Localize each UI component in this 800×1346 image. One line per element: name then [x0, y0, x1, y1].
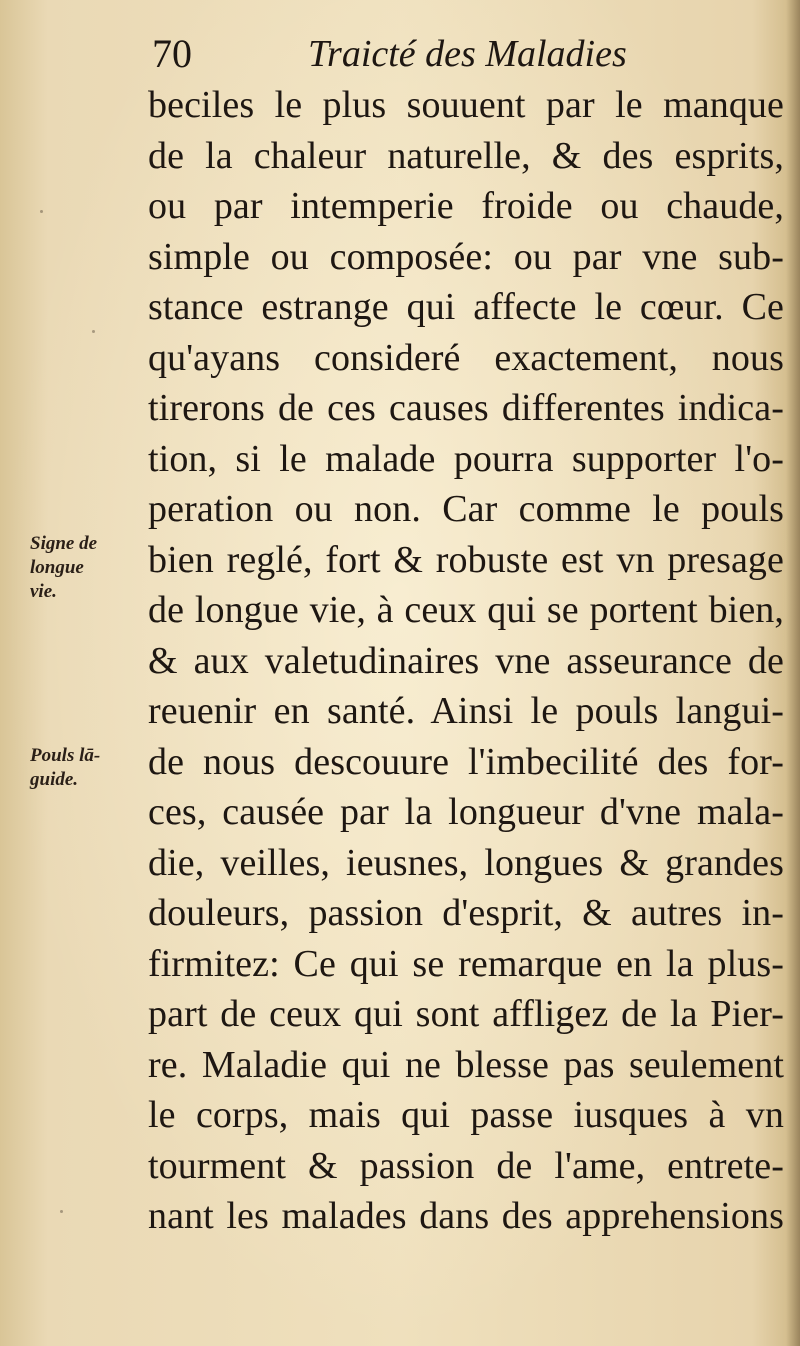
text-line: tirerons de ces causes differentes indica-: [148, 387, 784, 429]
text-line: die, veilles, ieusnes, longues & grandes: [148, 841, 784, 884]
margin-note-pouls-languide: [30, 744, 142, 792]
text-line: le corps, mais qui passe iusques à vn: [148, 1094, 784, 1136]
body-text: [148, 80, 784, 1242]
ink-speck: [60, 1210, 63, 1213]
text-line: simple ou composée: ou par vne sub-: [148, 235, 784, 278]
text-line: douleurs, passion d'esprit, & autres in-: [148, 892, 784, 934]
text-line: peration ou non. Car comme le pouls: [148, 488, 784, 530]
ink-speck: [92, 330, 95, 333]
margin-note-line: Pouls lā-: [30, 745, 101, 766]
text-line: ou par intemperie froide ou chaude,: [148, 185, 784, 227]
text-line: reuenir en santé. Ainsi le pouls langui-: [148, 690, 784, 732]
text-line: & aux valetudinaires vne asseurance de: [148, 639, 784, 682]
margin-note-line: longue: [30, 557, 84, 578]
text-line: stance estrange qui affecte le cœur. Ce: [148, 286, 784, 328]
text-line: tion, si le malade pourra supporter l'o-: [148, 437, 784, 480]
text-line: firmitez: Ce qui se remarque en la plus-: [148, 942, 784, 985]
page-header: [148, 26, 668, 82]
running-title: Traicté des Maladies: [308, 33, 627, 75]
text-line: part de ceux qui sont affligez de la Pier-: [148, 993, 784, 1035]
text-line: bien reglé, fort & robuste est vn presage: [148, 538, 784, 581]
page-edge-shadow: [786, 0, 800, 1346]
text-line: de nous descouure l'imbecilité des for-: [148, 740, 784, 783]
text-line: beciles le plus souuent par le manque: [148, 84, 784, 126]
text-line: nant les malades dans des apprehensions: [148, 1195, 784, 1237]
text-line: ces, causée par la longueur d'vne mala-: [148, 791, 784, 833]
margin-note-line: vie.: [30, 581, 57, 602]
text-line: qu'ayans consideré exactement, nous: [148, 336, 784, 379]
ink-speck: [40, 210, 43, 213]
margin-note-longue-vie: [30, 532, 142, 604]
margin-note-line: guide.: [30, 769, 79, 790]
text-line: re. Maladie qui ne blesse pas seulement: [148, 1043, 784, 1086]
text-line: de la chaleur naturelle, & des esprits,: [148, 134, 784, 177]
text-line: tourment & passion de l'ame, entrete-: [148, 1144, 784, 1187]
page-number: 70: [152, 31, 192, 76]
text-line: de longue vie, à ceux qui se portent bien,: [148, 589, 784, 631]
margin-note-line: Signe de: [30, 533, 98, 554]
